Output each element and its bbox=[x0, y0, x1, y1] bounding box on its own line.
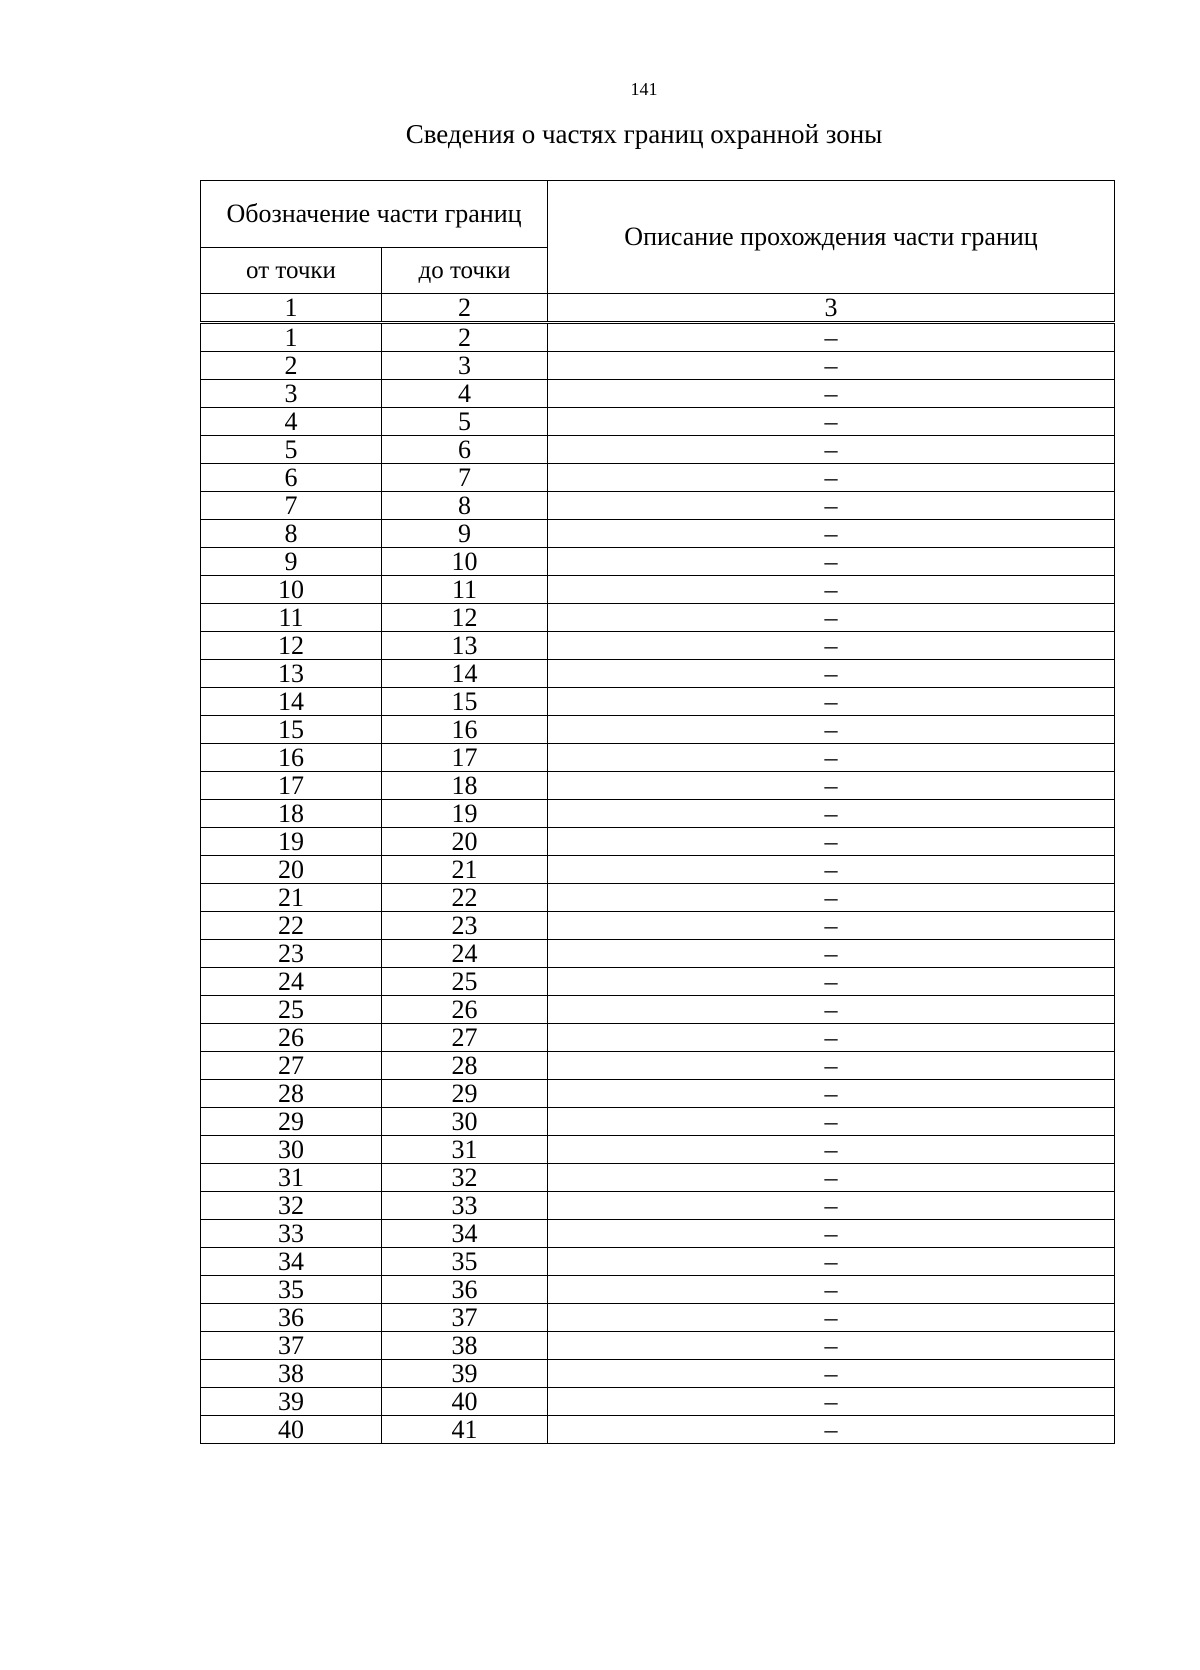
from-point-cell: 24 bbox=[201, 968, 382, 996]
description-cell: – bbox=[548, 1332, 1115, 1360]
header-from-point: от точки bbox=[201, 248, 382, 294]
to-point-cell: 40 bbox=[382, 1388, 548, 1416]
to-point-cell: 27 bbox=[382, 1024, 548, 1052]
from-point-cell: 5 bbox=[201, 436, 382, 464]
to-point-cell: 10 bbox=[382, 548, 548, 576]
from-point-cell: 27 bbox=[201, 1052, 382, 1080]
table-row bbox=[201, 1052, 1115, 1080]
header-boundary-description: Описание прохождения части границ bbox=[548, 181, 1115, 294]
table-row bbox=[201, 1388, 1115, 1416]
table-row bbox=[201, 436, 1115, 464]
from-point-cell: 22 bbox=[201, 912, 382, 940]
description-cell: – bbox=[548, 352, 1115, 380]
description-cell: – bbox=[548, 323, 1115, 352]
table-row bbox=[201, 380, 1115, 408]
table-row bbox=[201, 604, 1115, 632]
description-cell: – bbox=[548, 408, 1115, 436]
to-point-cell: 21 bbox=[382, 856, 548, 884]
table-row bbox=[201, 548, 1115, 576]
table-row bbox=[201, 464, 1115, 492]
from-point-cell: 34 bbox=[201, 1248, 382, 1276]
table-row bbox=[201, 1192, 1115, 1220]
to-point-cell: 18 bbox=[382, 772, 548, 800]
to-point-cell: 41 bbox=[382, 1416, 548, 1444]
table-row bbox=[201, 996, 1115, 1024]
description-cell: – bbox=[548, 492, 1115, 520]
table-row bbox=[201, 1332, 1115, 1360]
table-row bbox=[201, 520, 1115, 548]
table-row bbox=[201, 968, 1115, 996]
to-point-cell: 36 bbox=[382, 1276, 548, 1304]
from-point-cell: 4 bbox=[201, 408, 382, 436]
from-point-cell: 14 bbox=[201, 688, 382, 716]
from-point-cell: 25 bbox=[201, 996, 382, 1024]
description-cell: – bbox=[548, 380, 1115, 408]
table-row bbox=[201, 632, 1115, 660]
description-cell: – bbox=[548, 548, 1115, 576]
page-title: Сведения о частях границ охранной зоны bbox=[405, 119, 883, 149]
table-row bbox=[201, 856, 1115, 884]
description-cell: – bbox=[548, 912, 1115, 940]
table-row bbox=[201, 1136, 1115, 1164]
description-cell: – bbox=[548, 856, 1115, 884]
description-cell: – bbox=[548, 1304, 1115, 1332]
description-cell: – bbox=[548, 1052, 1115, 1080]
to-point-cell: 7 bbox=[382, 464, 548, 492]
from-point-cell: 19 bbox=[201, 828, 382, 856]
to-point-cell: 22 bbox=[382, 884, 548, 912]
to-point-cell: 26 bbox=[382, 996, 548, 1024]
from-point-cell: 40 bbox=[201, 1416, 382, 1444]
table-row bbox=[201, 716, 1115, 744]
table-row bbox=[201, 772, 1115, 800]
description-cell: – bbox=[548, 632, 1115, 660]
to-point-cell: 35 bbox=[382, 1248, 548, 1276]
description-cell: – bbox=[548, 884, 1115, 912]
table-row bbox=[201, 1108, 1115, 1136]
from-point-cell: 21 bbox=[201, 884, 382, 912]
to-point-cell: 4 bbox=[382, 380, 548, 408]
from-point-cell: 7 bbox=[201, 492, 382, 520]
table-row bbox=[201, 688, 1115, 716]
description-cell: – bbox=[548, 1136, 1115, 1164]
header-boundary-designation: Обозначение части границ bbox=[201, 181, 548, 248]
to-point-cell: 17 bbox=[382, 744, 548, 772]
from-point-cell: 9 bbox=[201, 548, 382, 576]
from-point-cell: 11 bbox=[201, 604, 382, 632]
boundary-parts-table bbox=[200, 180, 1115, 1444]
table-row bbox=[201, 492, 1115, 520]
header-to-point: до точки bbox=[382, 248, 548, 294]
from-point-cell: 31 bbox=[201, 1164, 382, 1192]
to-point-cell: 32 bbox=[382, 1164, 548, 1192]
table-row bbox=[201, 884, 1115, 912]
from-point-cell: 8 bbox=[201, 520, 382, 548]
page-number: 141 bbox=[630, 79, 658, 99]
table-row bbox=[201, 1276, 1115, 1304]
description-cell: – bbox=[548, 660, 1115, 688]
to-point-cell: 9 bbox=[382, 520, 548, 548]
description-cell: – bbox=[548, 576, 1115, 604]
description-cell: – bbox=[548, 1164, 1115, 1192]
from-point-cell: 23 bbox=[201, 940, 382, 968]
from-point-cell: 3 bbox=[201, 380, 382, 408]
table-row bbox=[201, 828, 1115, 856]
to-point-cell: 28 bbox=[382, 1052, 548, 1080]
to-point-cell: 3 bbox=[382, 352, 548, 380]
from-point-cell: 38 bbox=[201, 1360, 382, 1388]
description-cell: – bbox=[548, 828, 1115, 856]
description-cell: – bbox=[548, 1416, 1115, 1444]
table-row bbox=[201, 660, 1115, 688]
to-point-cell: 13 bbox=[382, 632, 548, 660]
to-point-cell: 33 bbox=[382, 1192, 548, 1220]
table-row bbox=[201, 1220, 1115, 1248]
table-row bbox=[201, 408, 1115, 436]
table-row bbox=[201, 744, 1115, 772]
description-cell: – bbox=[548, 744, 1115, 772]
to-point-cell: 30 bbox=[382, 1108, 548, 1136]
from-point-cell: 20 bbox=[201, 856, 382, 884]
description-cell: – bbox=[548, 520, 1115, 548]
to-point-cell: 37 bbox=[382, 1304, 548, 1332]
to-point-cell: 14 bbox=[382, 660, 548, 688]
description-cell: – bbox=[548, 436, 1115, 464]
to-point-cell: 19 bbox=[382, 800, 548, 828]
table-row bbox=[201, 800, 1115, 828]
from-point-cell: 15 bbox=[201, 716, 382, 744]
table-row bbox=[201, 1360, 1115, 1388]
to-point-cell: 31 bbox=[382, 1136, 548, 1164]
description-cell: – bbox=[548, 996, 1115, 1024]
description-cell: – bbox=[548, 1024, 1115, 1052]
from-point-cell: 29 bbox=[201, 1108, 382, 1136]
from-point-cell: 35 bbox=[201, 1276, 382, 1304]
from-point-cell: 18 bbox=[201, 800, 382, 828]
column-number: 1 bbox=[201, 294, 382, 323]
to-point-cell: 8 bbox=[382, 492, 548, 520]
from-point-cell: 10 bbox=[201, 576, 382, 604]
description-cell: – bbox=[548, 464, 1115, 492]
table-row bbox=[201, 576, 1115, 604]
column-number: 2 bbox=[382, 294, 548, 323]
description-cell: – bbox=[548, 1248, 1115, 1276]
description-cell: – bbox=[548, 800, 1115, 828]
table-body bbox=[201, 323, 1115, 1444]
description-cell: – bbox=[548, 1080, 1115, 1108]
description-cell: – bbox=[548, 1276, 1115, 1304]
from-point-cell: 2 bbox=[201, 352, 382, 380]
to-point-cell: 2 bbox=[382, 323, 548, 352]
from-point-cell: 37 bbox=[201, 1332, 382, 1360]
from-point-cell: 32 bbox=[201, 1192, 382, 1220]
to-point-cell: 29 bbox=[382, 1080, 548, 1108]
table-row bbox=[201, 352, 1115, 380]
from-point-cell: 30 bbox=[201, 1136, 382, 1164]
to-point-cell: 25 bbox=[382, 968, 548, 996]
from-point-cell: 12 bbox=[201, 632, 382, 660]
table-row bbox=[201, 1304, 1115, 1332]
description-cell: – bbox=[548, 604, 1115, 632]
from-point-cell: 6 bbox=[201, 464, 382, 492]
to-point-cell: 23 bbox=[382, 912, 548, 940]
to-point-cell: 38 bbox=[382, 1332, 548, 1360]
to-point-cell: 20 bbox=[382, 828, 548, 856]
table-row bbox=[201, 1024, 1115, 1052]
from-point-cell: 26 bbox=[201, 1024, 382, 1052]
table-row bbox=[201, 1164, 1115, 1192]
table-row bbox=[201, 323, 1115, 352]
table-row bbox=[201, 1416, 1115, 1444]
to-point-cell: 5 bbox=[382, 408, 548, 436]
to-point-cell: 6 bbox=[382, 436, 548, 464]
from-point-cell: 17 bbox=[201, 772, 382, 800]
to-point-cell: 34 bbox=[382, 1220, 548, 1248]
table-row bbox=[201, 1248, 1115, 1276]
table-row bbox=[201, 912, 1115, 940]
description-cell: – bbox=[548, 1388, 1115, 1416]
description-cell: – bbox=[548, 1220, 1115, 1248]
to-point-cell: 24 bbox=[382, 940, 548, 968]
description-cell: – bbox=[548, 940, 1115, 968]
from-point-cell: 39 bbox=[201, 1388, 382, 1416]
column-number: 3 bbox=[548, 294, 1115, 323]
from-point-cell: 13 bbox=[201, 660, 382, 688]
to-point-cell: 12 bbox=[382, 604, 548, 632]
description-cell: – bbox=[548, 688, 1115, 716]
from-point-cell: 36 bbox=[201, 1304, 382, 1332]
from-point-cell: 16 bbox=[201, 744, 382, 772]
to-point-cell: 15 bbox=[382, 688, 548, 716]
to-point-cell: 16 bbox=[382, 716, 548, 744]
description-cell: – bbox=[548, 772, 1115, 800]
description-cell: – bbox=[548, 716, 1115, 744]
column-number-row bbox=[201, 294, 1115, 323]
description-cell: – bbox=[548, 1108, 1115, 1136]
to-point-cell: 11 bbox=[382, 576, 548, 604]
from-point-cell: 1 bbox=[201, 323, 382, 352]
description-cell: – bbox=[548, 1192, 1115, 1220]
description-cell: – bbox=[548, 968, 1115, 996]
table-row bbox=[201, 1080, 1115, 1108]
to-point-cell: 39 bbox=[382, 1360, 548, 1388]
table-row bbox=[201, 940, 1115, 968]
from-point-cell: 33 bbox=[201, 1220, 382, 1248]
from-point-cell: 28 bbox=[201, 1080, 382, 1108]
description-cell: – bbox=[548, 1360, 1115, 1388]
